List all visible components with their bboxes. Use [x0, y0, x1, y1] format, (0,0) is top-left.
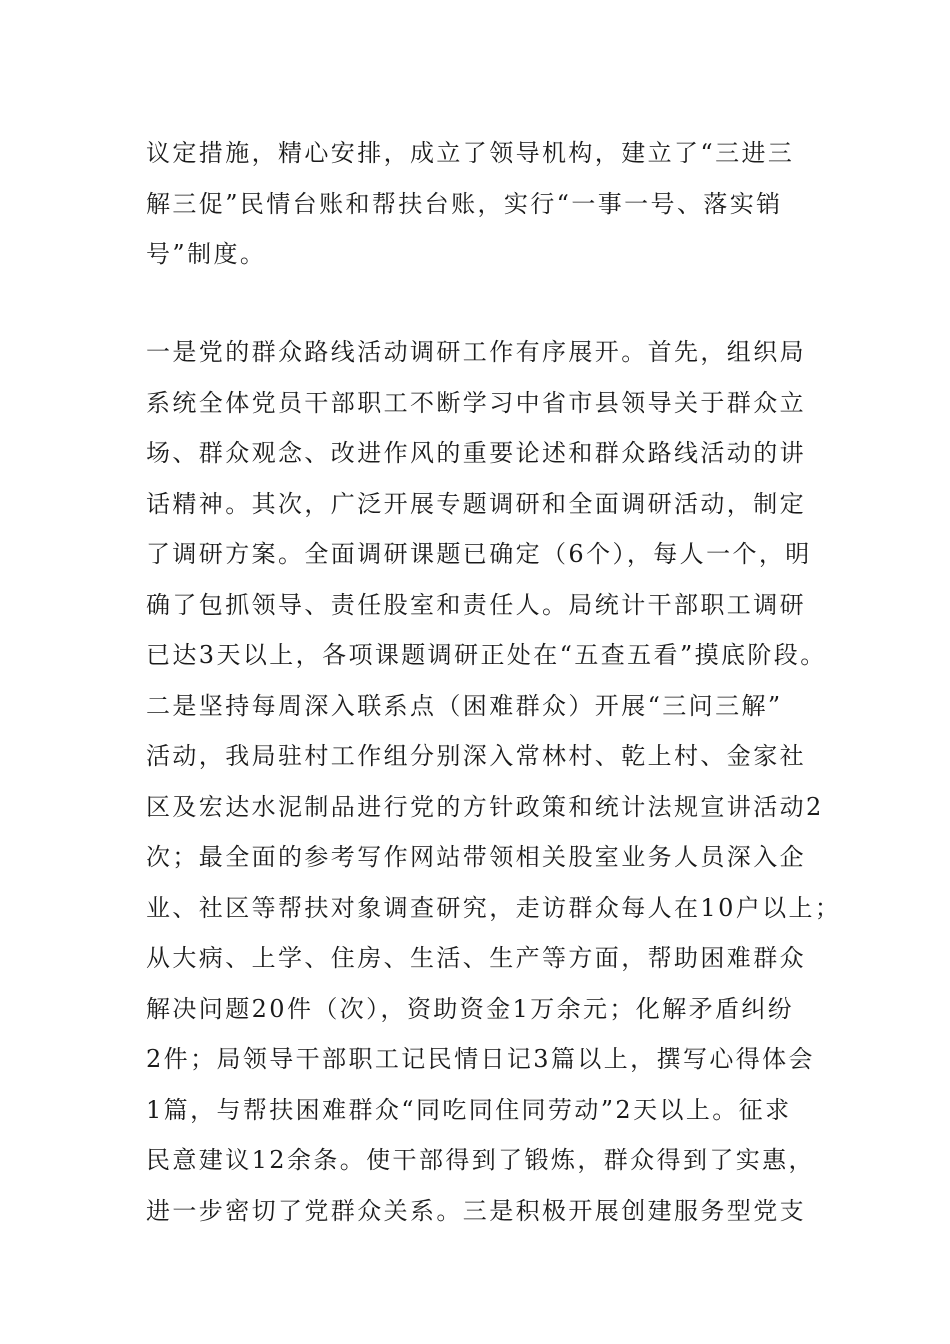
- paragraph-2: [146, 327, 842, 1236]
- text-line: 解决问题20件（次），资助资金1万余元；化解矛盾纠纷: [146, 994, 795, 1023]
- text-line: 号”制度。: [146, 240, 267, 268]
- text-line: 活动，我局驻村工作组分别深入常林村、乾上村、金家社: [146, 742, 806, 770]
- text-line: 解三促”民情台账和帮扶台账，实行“一事一号、落实销: [146, 189, 783, 218]
- text-line: 民意建议12余条。使干部得到了锻炼，群众得到了实惠，: [146, 1146, 815, 1174]
- text-line: 系统全体党员干部职工不断学习中省市县领导关于群众立: [146, 388, 806, 417]
- text-line: 话精神。其次，广泛开展专题调研和全面调研活动，制定: [146, 489, 806, 518]
- text-line: 了调研方案。全面调研课题已确定（6个），每人一个，明: [146, 540, 812, 568]
- text-line: 一是党的群众路线活动调研工作有序展开。首先，组织局: [146, 338, 806, 366]
- paragraph-1: [146, 128, 836, 280]
- text-line: 议定措施，精心安排，成立了领导机构，建立了“三进三: [146, 139, 795, 167]
- text-line: 2件；局领导干部职工记民情日记3篇以上，撰写心得体会: [146, 1045, 815, 1073]
- text-line: 二是坚持每周深入联系点（困难群众）开展“三问三解”: [146, 691, 783, 720]
- text-line: 次；最全面的参考写作网站带领相关股室业务人员深入企: [146, 843, 806, 871]
- text-line: 场、群众观念、改进作风的重要论述和群众路线活动的讲: [146, 439, 806, 467]
- text-line: 从大病、上学、住房、生活、生产等方面，帮助困难群众: [146, 944, 806, 972]
- text-line: 已达3天以上，各项课题调研正处在“五查五看”摸底阶段。: [146, 641, 827, 669]
- text-line: 业、社区等帮扶对象调查研究，走访群众每人在10户以上；: [146, 893, 842, 922]
- text-line: 区及宏达水泥制品进行党的方针政策和统计法规宣讲活动2: [146, 792, 824, 821]
- text-line: 进一步密切了党群众关系。三是积极开展创建服务型党支: [146, 1196, 806, 1225]
- text-line: 确了包抓领导、责任股室和责任人。局统计干部职工调研: [146, 590, 806, 619]
- text-line: 1篇，与帮扶困难群众“同吃同住同劳动”2天以上。征求: [146, 1095, 792, 1124]
